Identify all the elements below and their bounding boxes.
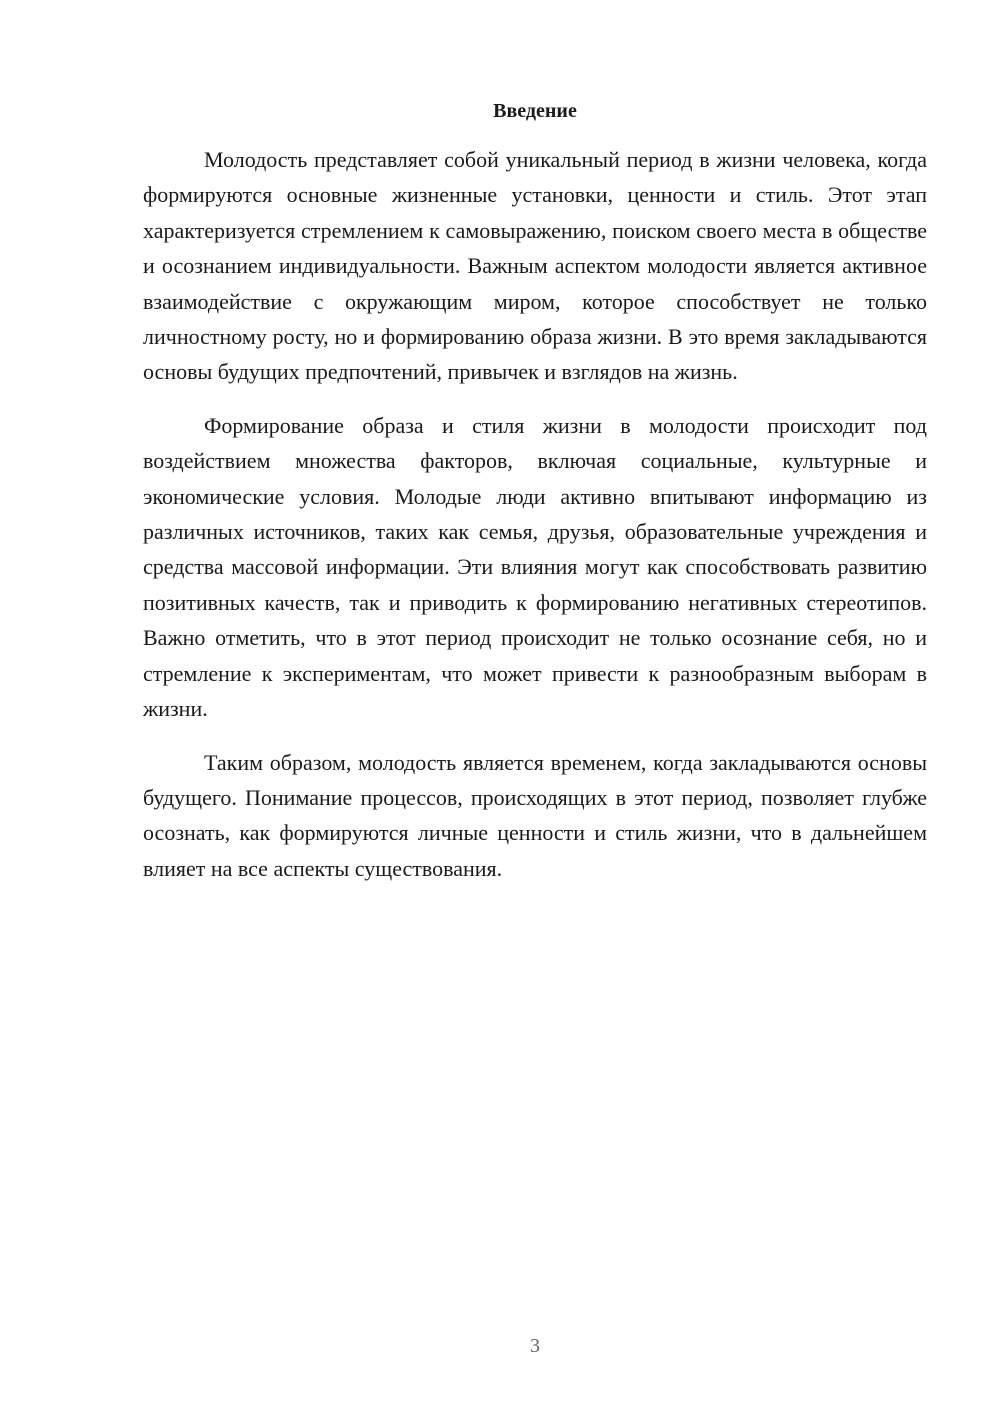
- paragraph-1: Молодость представляет собой уникальный период в жизни человека, когда формируются основные жизненные установки, ценности и стиль. Этот этап характеризуется стремлением к самовыражению, поиском своего места в обществе и осознанием индивидуальности. Важным аспектом молодости является активное взаимодействие с окружающим миром, которое способствует не только личностному росту, но и формированию образа жизни. В это время закладываются основы будущих предпочтений, привычек и взглядов на жизнь.: [143, 147, 927, 385]
- paragraph-2: Формирование образа и стиля жизни в молодости происходит под воздействием множества факторов, включая социальные, культурные и экономические условия. Молодые люди активно впитывают информацию из различных источников, таких как семья, друзья, образовательные учреждения и средства массовой информации. Эти влияния могут как способствовать развитию позитивных качеств, так и приводить к формированию негативных стереотипов. Важно отметить, что в этот период происходит не только осознание себя, но и стремление к экспериментам, что может привести к разнообразным выборам в жизни.: [143, 412, 927, 722]
- body-text: [143, 142, 927, 904]
- page-title: Введение: [493, 100, 577, 122]
- paragraph-3: Таким образом, молодость является временем, когда закладываются основы будущего. Понимание процессов, происходящих в этот период, позволяет глубже осознать, как формируются личные ценности и стиль жизни, что в дальнейшем влияет на все аспекты существования.: [143, 749, 927, 881]
- page-number: 3: [530, 1335, 540, 1357]
